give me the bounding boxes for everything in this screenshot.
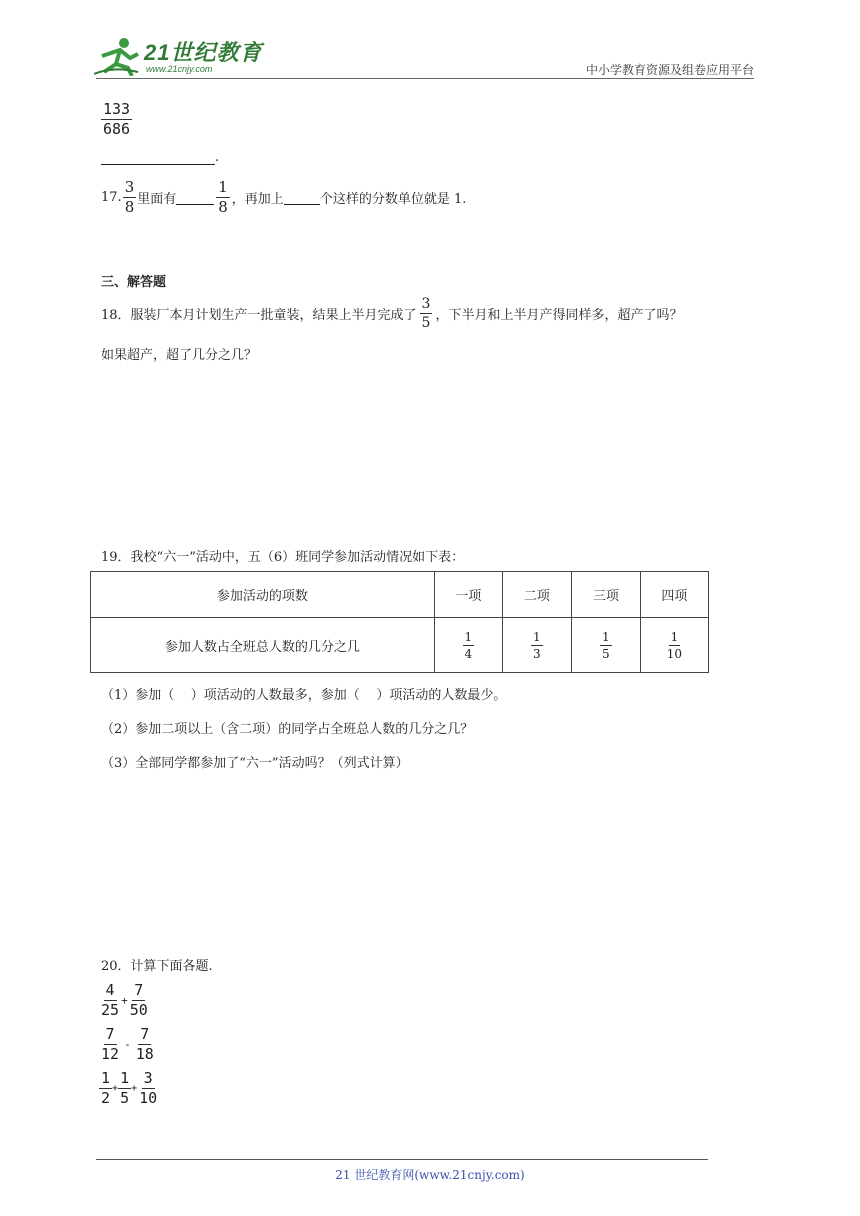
fraction-numerator: 7 (105, 1025, 115, 1043)
row-label: 参加人数占全班总人数的几分之几 (91, 618, 435, 673)
blank-period: . (215, 150, 220, 165)
table-row (91, 572, 709, 618)
header-cell: 四项 (640, 572, 708, 618)
q17-blank-2 (284, 190, 320, 205)
fraction-numerator: 7 (140, 1025, 150, 1043)
operator: + (112, 1083, 119, 1094)
q18-text-1: 18．服装厂本月计划生产一批童装，结果上半月完成了 (101, 308, 417, 323)
fraction-denominator: 4 (464, 646, 473, 661)
fraction-denominator: 5 (421, 315, 431, 331)
operator: + (131, 1083, 138, 1094)
q20-expression-2 (99, 1027, 156, 1062)
q20-title: 20．计算下面各题. (101, 959, 213, 974)
fraction-denominator: 25 (101, 1001, 120, 1019)
q20-expression-3 (99, 1071, 159, 1106)
q17-text-1: 里面有 (137, 192, 177, 207)
header-cell: 一项 (434, 572, 502, 618)
fraction-denominator: 10 (139, 1089, 158, 1107)
fraction-denominator: 3 (533, 646, 541, 661)
fraction-numerator: 1 (602, 629, 610, 644)
fraction-denominator: 8 (124, 198, 135, 216)
fraction-cell (571, 618, 640, 673)
fraction-denominator: 2 (101, 1089, 111, 1107)
q17-text-2: ，再加上 (231, 192, 284, 207)
fraction-denominator: 12 (101, 1045, 120, 1063)
q17-text-3: 个这样的分数单位就是 1. (319, 192, 467, 207)
q18-text-2: ，下半月和上半月产得同样多，超产了吗？ (435, 308, 683, 323)
top-fraction-numerator: 133 (103, 100, 131, 118)
fraction-numerator: 3 (421, 296, 431, 312)
fraction-denominator: 50 (129, 1001, 148, 1019)
q17-fraction-2 (216, 180, 230, 215)
logo-text: 21世纪教育 (144, 40, 263, 65)
header-cell: 三项 (571, 572, 640, 618)
operator: - (124, 1038, 131, 1051)
fraction-numerator: 3 (124, 178, 135, 196)
q19-sub-3: （3）全部同学都参加了“六一”活动吗？（列式计算） (101, 756, 409, 771)
section-heading: 三、解答题 (101, 275, 167, 290)
footer-text: 21 世纪教育网(www.21cnjy.com) (335, 1168, 525, 1182)
answer-blank-line (101, 150, 219, 165)
q17-number: 17. (101, 190, 122, 205)
q18-fraction (420, 297, 433, 330)
table-row (91, 618, 709, 673)
fraction-numerator: 3 (143, 1069, 153, 1087)
site-logo (94, 34, 264, 78)
fraction-numerator: 4 (105, 981, 115, 999)
q18-text-3: 如果超产，超了几分之几？ (101, 348, 258, 363)
answer-blank (101, 150, 215, 165)
activity-table (90, 571, 709, 673)
question-17 (101, 180, 466, 215)
top-fraction-denominator: 686 (103, 120, 131, 138)
q20-expression-1 (99, 983, 150, 1018)
row-label: 参加活动的项数 (91, 572, 435, 618)
fraction-numerator: 7 (134, 981, 144, 999)
header-platform-text: 中小学教育资源及组卷应用平台 (585, 63, 754, 77)
fraction-cell (640, 618, 708, 673)
header-cell: 二项 (502, 572, 571, 618)
q19-sub-1: （1）参加（ ）项活动的人数最多，参加（ ）项活动的人数最少。 (101, 688, 507, 703)
runner-icon (94, 36, 142, 76)
fraction-denominator: 8 (218, 198, 228, 216)
top-fraction (101, 102, 132, 137)
fraction-denominator: 5 (602, 646, 610, 661)
fraction-cell (502, 618, 571, 673)
q17-fraction-1 (123, 180, 137, 215)
fraction-numerator: 1 (670, 629, 679, 644)
question-18 (101, 297, 682, 330)
fraction-numerator: 1 (101, 1069, 111, 1087)
fraction-denominator: 18 (135, 1045, 154, 1063)
fraction-numerator: 1 (533, 629, 541, 644)
fraction-denominator: 5 (120, 1089, 130, 1107)
fraction-cell (434, 618, 502, 673)
fraction-numerator: 1 (120, 1069, 130, 1087)
logo-url: www.21cnjy.com (146, 64, 213, 74)
q19-sub-2: （2）参加二项以上（含二项）的同学占全班总人数的几分之几？ (101, 722, 474, 737)
header-divider (96, 78, 754, 79)
fraction-numerator: 1 (218, 178, 228, 196)
fraction-denominator: 10 (666, 646, 683, 661)
q17-blank-1 (176, 190, 214, 205)
fraction-numerator: 1 (464, 629, 473, 644)
operator: + (121, 994, 128, 1007)
footer-divider (96, 1159, 708, 1160)
q19-intro: 19．我校“六一”活动中，五（6）班同学参加活动情况如下表： (101, 550, 465, 565)
